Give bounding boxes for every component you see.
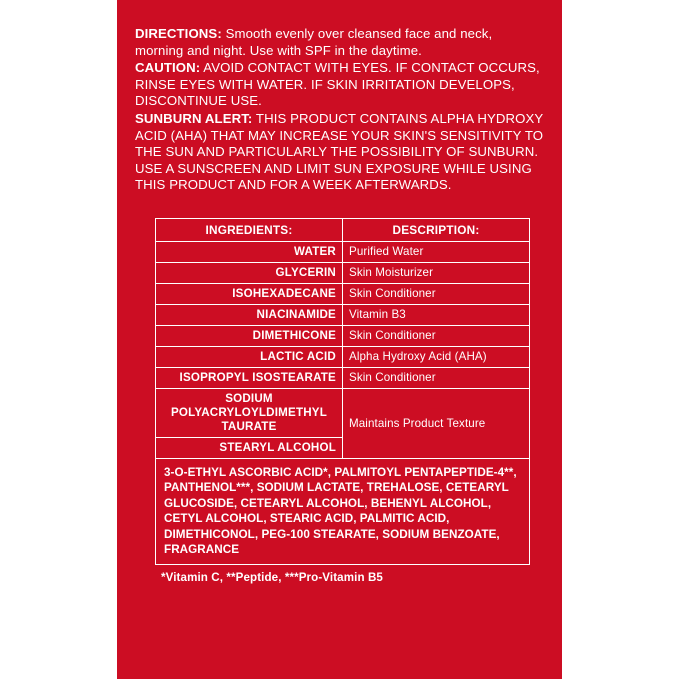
ingredient-description-merged: Maintains Product Texture — [343, 388, 530, 458]
ingredient-name: WATER — [156, 241, 343, 262]
table-row — [156, 262, 530, 283]
ingredient-name: SODIUM POLYACRYLOYLDIMETHYL TAURATE — [156, 388, 343, 437]
caution-text: AVOID CONTACT WITH EYES. IF CONTACT OCCURS, RINSE EYES WITH WATER. IF SKIN IRRITATION DEVELOPS, DISCONTINUE USE. — [135, 60, 540, 109]
ingredient-description: Alpha Hydroxy Acid (AHA) — [343, 346, 530, 367]
caution-label: CAUTION: — [135, 60, 201, 76]
ingredient-name: NIACINAMIDE — [156, 304, 343, 325]
ingredient-description: Skin Conditioner — [343, 283, 530, 304]
other-ingredients-block: 3-O-ETHYL ASCORBIC ACID*, PALMITOYL PENTAPEPTIDE-4**, PANTHENOL***, SODIUM LACTATE, TREHALOSE, CETEARYL GLUCOSIDE, CETEARYL ALCOHOL, BEHENYL ALCOHOL, CETYL ALCOHOL, STEARIC ACID, PALMITIC ACID, DIMETHICONOL, PEG-100 STEARATE, SODIUM BENZOATE, FRAGRANCE — [155, 459, 530, 565]
sunburn-alert-paragraph — [135, 111, 544, 194]
table-row — [156, 304, 530, 325]
sunburn-alert-text: THIS PRODUCT CONTAINS ALPHA HYDROXY ACID (AHA) THAT MAY INCREASE YOUR SKIN'S SENSITIVITY TO THE SUN AND PARTICULARLY THE POSSIBILITY OF SUNBURN. USE A SUNSCREEN AND LIMIT SUN EXPOSURE WHILE USING THIS PRODUCT AND FOR A WEEK AFTERWARDS. — [135, 110, 544, 193]
ingredient-description: Skin Conditioner — [343, 325, 530, 346]
ingredient-name: ISOPROPYL ISOSTEARATE — [156, 367, 343, 388]
ingredient-name: LACTIC ACID — [156, 346, 343, 367]
caution-paragraph — [135, 60, 544, 110]
ingredient-name: DIMETHICONE — [156, 325, 343, 346]
table-row — [156, 346, 530, 367]
ingredient-description: Vitamin B3 — [343, 304, 530, 325]
ingredient-footnote: *Vitamin C, **Peptide, ***Pro-Vitamin B5 — [161, 571, 383, 585]
column-header-ingredients: INGREDIENTS: — [156, 218, 343, 241]
table-row — [156, 283, 530, 304]
column-header-description: DESCRIPTION: — [343, 218, 530, 241]
table-row — [156, 241, 530, 262]
ingredient-name: ISOHEXADECANE — [156, 283, 343, 304]
directions-text: Smooth evenly over cleansed face and neck, morning and night. Use with SPF in the daytime. — [135, 26, 493, 58]
ingredients-table-head — [156, 218, 530, 241]
directions-label: DIRECTIONS: — [135, 26, 222, 41]
ingredient-name: GLYCERIN — [156, 262, 343, 283]
table-row-merged-first — [156, 388, 530, 437]
table-row — [156, 325, 530, 346]
ingredient-name: STEARYL ALCOHOL — [156, 437, 343, 458]
ingredients-table — [155, 218, 530, 459]
ingredient-description: Skin Moisturizer — [343, 262, 530, 283]
ingredients-table-wrapper — [155, 218, 530, 459]
product-label-panel — [117, 0, 562, 679]
sunburn-alert-label: SUNBURN ALERT: — [135, 110, 253, 126]
table-header-row — [156, 218, 530, 241]
ingredient-description: Purified Water — [343, 241, 530, 262]
directions-paragraph — [135, 26, 544, 59]
instructions-block — [135, 26, 544, 194]
ingredients-table-body — [156, 241, 530, 458]
ingredient-description: Skin Conditioner — [343, 367, 530, 388]
table-row — [156, 367, 530, 388]
